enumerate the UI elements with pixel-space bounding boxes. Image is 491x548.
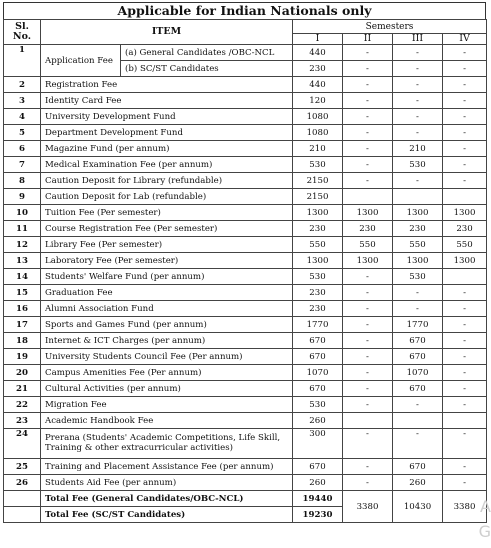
table-row — [4, 285, 487, 301]
row-subitem: (b) SC/ST Candidates — [121, 61, 293, 77]
row-item: Library Fee (Per semester) — [41, 237, 293, 253]
row-value: - — [343, 173, 393, 189]
row-item: Department Development Fund — [41, 125, 293, 141]
row-number: 24 — [4, 429, 41, 459]
row-item: Graduation Fee — [41, 285, 293, 301]
row-value: - — [343, 45, 393, 61]
row-number: 5 — [4, 125, 41, 141]
row-value: 230 — [343, 221, 393, 237]
table-row — [4, 205, 487, 221]
row-value: 1300 — [443, 205, 487, 221]
row-value: 670 — [293, 459, 343, 475]
row-value: 260 — [393, 475, 443, 491]
row-value: - — [443, 333, 487, 349]
total-sem3: 10430 — [393, 491, 443, 523]
row-value: - — [343, 125, 393, 141]
row-value: - — [443, 349, 487, 365]
header-sem-4: IV — [443, 34, 487, 45]
row-item: University Students Council Fee (Per annum) — [41, 349, 293, 365]
row-item: Alumni Association Fund — [41, 301, 293, 317]
row-value: 440 — [293, 45, 343, 61]
row-value: 260 — [293, 413, 343, 429]
row-value: - — [393, 61, 443, 77]
row-value: 1080 — [293, 109, 343, 125]
table-row — [4, 189, 487, 205]
row-number: 18 — [4, 333, 41, 349]
row-value: 1300 — [293, 205, 343, 221]
row-value: - — [343, 459, 393, 475]
row-value: 550 — [443, 237, 487, 253]
row-value: - — [443, 125, 487, 141]
row-value: 1300 — [393, 205, 443, 221]
row-item: Students' Welfare Fund (per annum) — [41, 269, 293, 285]
table-row — [4, 459, 487, 475]
row-value — [343, 189, 393, 205]
total-scst-sem1: 19230 — [293, 507, 343, 523]
row-value: 530 — [293, 269, 343, 285]
row-value: - — [393, 77, 443, 93]
row-number: 2 — [4, 77, 41, 93]
row-value: 440 — [293, 77, 343, 93]
row-value: 230 — [293, 61, 343, 77]
row-number: 21 — [4, 381, 41, 397]
row-value: - — [343, 317, 393, 333]
row-item: Magazine Fund (per annum) — [41, 141, 293, 157]
row-value: 550 — [293, 237, 343, 253]
table-row — [4, 93, 487, 109]
row-value: 210 — [293, 141, 343, 157]
table-row — [4, 45, 487, 61]
row-item: Caution Deposit for Lab (refundable) — [41, 189, 293, 205]
row-value: 1300 — [343, 205, 393, 221]
total-blank-cell — [4, 491, 41, 507]
row-number: 4 — [4, 109, 41, 125]
total-general-label: Total Fee (General Candidates/OBC-NCL) — [41, 491, 293, 507]
total-sem4: 3380 — [443, 491, 487, 523]
row-item: Cultural Activities (per annum) — [41, 381, 293, 397]
row-value: - — [393, 109, 443, 125]
row-value: - — [393, 285, 443, 301]
row-value: 1770 — [293, 317, 343, 333]
table-row — [4, 429, 487, 459]
row-value: 670 — [293, 381, 343, 397]
row-value: - — [443, 301, 487, 317]
row-value: 230 — [393, 221, 443, 237]
row-number: 19 — [4, 349, 41, 365]
row-item: University Development Fund — [41, 109, 293, 125]
row-value: 1300 — [293, 253, 343, 269]
row-value: - — [343, 475, 393, 491]
row-value: 670 — [293, 333, 343, 349]
row-item: Training and Placement Assistance Fee (per annum) — [41, 459, 293, 475]
row-value: - — [443, 397, 487, 413]
row-value: 1300 — [343, 253, 393, 269]
row-value: - — [443, 141, 487, 157]
row-value: - — [443, 77, 487, 93]
table-row — [4, 125, 487, 141]
header-sem-1: I — [293, 34, 343, 45]
total-general-sem1: 19440 — [293, 491, 343, 507]
row-value: - — [443, 429, 487, 459]
row-value: 1770 — [393, 317, 443, 333]
row-value: 1070 — [393, 365, 443, 381]
table-row — [4, 141, 487, 157]
total-blank-cell — [4, 507, 41, 523]
row-item: Academic Handbook Fee — [41, 413, 293, 429]
table-row — [4, 237, 487, 253]
table-row — [4, 157, 487, 173]
table-row — [4, 475, 487, 491]
row-value: - — [393, 173, 443, 189]
row-value: 120 — [293, 93, 343, 109]
table-row — [4, 173, 487, 189]
table-row — [4, 317, 487, 333]
row-value: - — [343, 365, 393, 381]
table-row — [4, 221, 487, 237]
row-value: 670 — [393, 381, 443, 397]
row-number: 20 — [4, 365, 41, 381]
row-value: - — [443, 93, 487, 109]
row-item: Students Aid Fee (per annum) — [41, 475, 293, 491]
row-value — [443, 413, 487, 429]
row-number: 8 — [4, 173, 41, 189]
row-value: - — [343, 333, 393, 349]
row-value: 1070 — [293, 365, 343, 381]
row-item: Application Fee — [41, 45, 121, 77]
fee-table — [3, 19, 487, 523]
row-value: - — [343, 157, 393, 173]
row-value: - — [443, 285, 487, 301]
row-value: 670 — [393, 333, 443, 349]
row-number: 1 — [4, 45, 41, 77]
row-number: 10 — [4, 205, 41, 221]
row-value: 550 — [393, 237, 443, 253]
table-row — [4, 253, 487, 269]
table-row — [4, 349, 487, 365]
table-row — [4, 365, 487, 381]
table-row — [4, 301, 487, 317]
row-value: - — [443, 365, 487, 381]
row-number: 3 — [4, 93, 41, 109]
row-number: 7 — [4, 157, 41, 173]
total-row-general — [4, 491, 487, 507]
row-value: 1080 — [293, 125, 343, 141]
table-row — [4, 397, 487, 413]
row-value: - — [443, 45, 487, 61]
row-number: 9 — [4, 189, 41, 205]
fee-table-page — [3, 2, 486, 523]
table-row — [4, 381, 487, 397]
row-number: 26 — [4, 475, 41, 491]
row-number: 11 — [4, 221, 41, 237]
row-item: Migration Fee — [41, 397, 293, 413]
row-value: 530 — [393, 269, 443, 285]
row-number: 25 — [4, 459, 41, 475]
row-value: 2150 — [293, 173, 343, 189]
watermark-letter: G — [478, 522, 491, 541]
row-value: - — [393, 93, 443, 109]
table-title: Applicable for Indian Nationals only — [3, 2, 486, 19]
row-value: - — [343, 77, 393, 93]
row-value — [393, 189, 443, 205]
row-value: 230 — [293, 301, 343, 317]
row-value: - — [343, 381, 393, 397]
row-item: Campus Amenities Fee (Per annum) — [41, 365, 293, 381]
row-value: - — [343, 61, 393, 77]
row-value: 550 — [343, 237, 393, 253]
row-value: - — [343, 141, 393, 157]
row-value: 530 — [293, 397, 343, 413]
header-item: ITEM — [41, 20, 293, 45]
row-number: 15 — [4, 285, 41, 301]
row-value: 670 — [393, 349, 443, 365]
row-number: 12 — [4, 237, 41, 253]
row-value: 1300 — [443, 253, 487, 269]
header-sl-no: Sl. No. — [4, 20, 41, 45]
row-value: - — [343, 397, 393, 413]
row-value: - — [393, 125, 443, 141]
row-value: - — [343, 429, 393, 459]
table-row — [4, 413, 487, 429]
row-item: Internet & ICT Charges (per annum) — [41, 333, 293, 349]
row-value: - — [443, 61, 487, 77]
row-value: 670 — [393, 459, 443, 475]
row-value: - — [343, 301, 393, 317]
row-value: - — [343, 269, 393, 285]
header-sem-2: II — [343, 34, 393, 45]
row-value: 260 — [293, 475, 343, 491]
total-sem2: 3380 — [343, 491, 393, 523]
row-value: - — [393, 301, 443, 317]
row-subitem: (a) General Candidates /OBC-NCL — [121, 45, 293, 61]
row-value: - — [393, 397, 443, 413]
row-item: Prerana (Students' Academic Competitions, Life Skill, Training & other extracurricular activities) — [41, 429, 293, 459]
row-number: 6 — [4, 141, 41, 157]
row-value — [443, 269, 487, 285]
row-value: - — [393, 429, 443, 459]
row-item: Tuition Fee (Per semester) — [41, 205, 293, 221]
table-row — [4, 77, 487, 93]
row-value: 2150 — [293, 189, 343, 205]
row-value — [393, 413, 443, 429]
row-item: Course Registration Fee (Per semester) — [41, 221, 293, 237]
row-value: - — [343, 285, 393, 301]
row-value: - — [343, 109, 393, 125]
row-value: - — [443, 459, 487, 475]
row-value: 230 — [293, 221, 343, 237]
header-semesters: Semesters — [293, 20, 487, 34]
total-scst-label: Total Fee (SC/ST Candidates) — [41, 507, 293, 523]
row-value: 210 — [393, 141, 443, 157]
row-value: - — [343, 349, 393, 365]
row-item: Sports and Games Fund (per annum) — [41, 317, 293, 333]
row-value: - — [443, 109, 487, 125]
row-value: - — [393, 45, 443, 61]
row-value: 230 — [443, 221, 487, 237]
table-row — [4, 269, 487, 285]
row-item: Registration Fee — [41, 77, 293, 93]
row-value — [343, 413, 393, 429]
row-value: 530 — [293, 157, 343, 173]
header-sem-3: III — [393, 34, 443, 45]
row-value: 300 — [293, 429, 343, 459]
row-value: 1300 — [393, 253, 443, 269]
row-value: - — [443, 157, 487, 173]
row-value: - — [443, 317, 487, 333]
row-number: 13 — [4, 253, 41, 269]
row-value: - — [343, 93, 393, 109]
row-value: - — [443, 381, 487, 397]
row-item: Caution Deposit for Library (refundable) — [41, 173, 293, 189]
row-value — [443, 189, 487, 205]
row-number: 16 — [4, 301, 41, 317]
row-number: 17 — [4, 317, 41, 333]
watermark-letter: A — [480, 497, 491, 516]
row-item: Medical Examination Fee (per annum) — [41, 157, 293, 173]
row-value: 530 — [393, 157, 443, 173]
row-item: Identity Card Fee — [41, 93, 293, 109]
row-value: - — [443, 475, 487, 491]
row-number: 22 — [4, 397, 41, 413]
row-number: 14 — [4, 269, 41, 285]
row-value: - — [443, 173, 487, 189]
row-value: 230 — [293, 285, 343, 301]
table-row — [4, 109, 487, 125]
row-number: 23 — [4, 413, 41, 429]
table-row — [4, 333, 487, 349]
row-value: 670 — [293, 349, 343, 365]
row-item: Laboratory Fee (Per semester) — [41, 253, 293, 269]
